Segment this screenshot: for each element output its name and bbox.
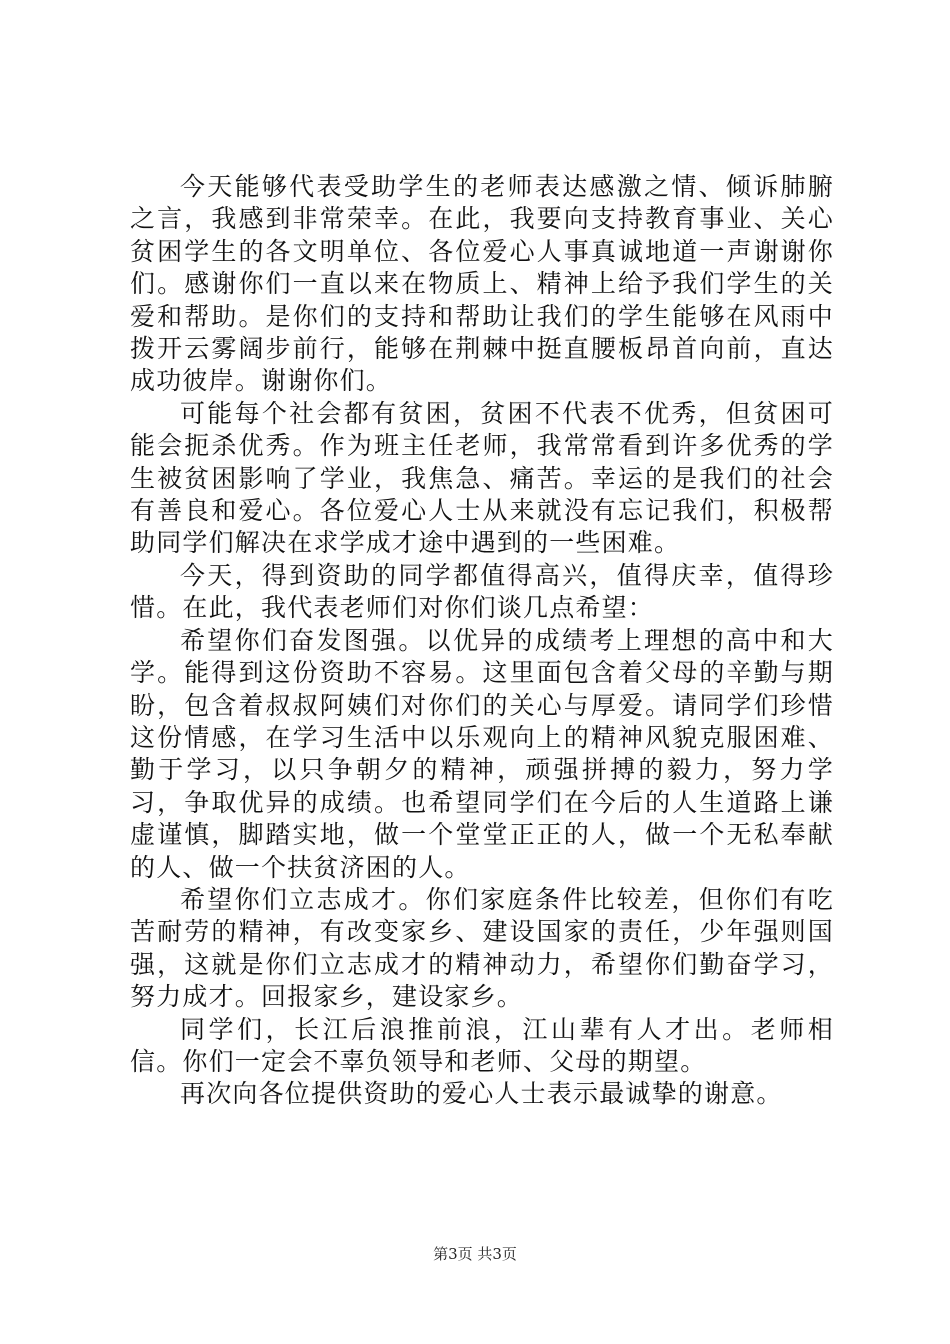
paragraph-expectation: 同学们，长江后浪推前浪，江山辈有人才出。老师相信。你们一定会不辜负领导和老师、父母的期望。 [130, 1014, 834, 1076]
page-number-footer: 第3页 共3页 [433, 1245, 517, 1263]
paragraph-poverty: 可能每个社会都有贫困，贫困不代表不优秀，但贫困可能会扼杀优秀。作为班主任老师，我常常看到许多优秀的学生被贫困影响了学业，我焦急、痛苦。幸运的是我们的社会有善良和爱心。各位爱心人士从来就没有忘记我们，积极帮助同学们解决在求学成才途中遇到的一些困难。 [130, 398, 834, 558]
paragraph-hope-strive: 希望你们奋发图强。以优异的成绩考上理想的高中和大学。能得到这份资助不容易。这里面包含着父母的辛勤与期盼，包含着叔叔阿姨们对你们的关心与厚爱。请同学们珍惜这份情感，在学习生活中以乐观向上的精神风貌克服困难、勤于学习，以只争朝夕的精神，顽强拼搏的毅力，努力学习，争取优异的成绩。也希望同学们在今后的人生道路上谦虚谨慎，脚踏实地，做一个堂堂正正的人，做一个无私奉献的人、做一个扶贫济困的人。 [130, 625, 834, 882]
document-body [130, 171, 834, 1111]
paragraph-hopes-intro: 今天，得到资助的同学都值得高兴，值得庆幸，值得珍惜。在此，我代表老师们对你们谈几点希望： [130, 560, 834, 623]
paragraph-closing-thanks: 再次向各位提供资助的爱心人士表示最诚挚的谢意。 [180, 1079, 783, 1109]
paragraph-gratitude: 今天能够代表受助学生的老师表达感激之情、倾诉肺腑之言，我感到非常荣幸。在此，我要向支持教育事业、关心贫困学生的各文明单位、各位爱心人事真诚地道一声谢谢你们。感谢你们一直以来在物质上、精神上给予我们学生的关爱和帮助。是你们的支持和帮助让我们的学生能够在风雨中拨开云雾阔步前行，能够在荆棘中挺直腰板昂首向前，直达成功彼岸。谢谢你们。 [130, 172, 834, 396]
paragraph-hope-ambition: 希望你们立志成才。你们家庭条件比较差，但你们有吃苦耐劳的精神，有改变家乡、建设国家的责任，少年强则国强，这就是你们立志成才的精神动力，希望你们勤奋学习，努力成才。回报家乡，建设家乡。 [130, 884, 834, 1012]
